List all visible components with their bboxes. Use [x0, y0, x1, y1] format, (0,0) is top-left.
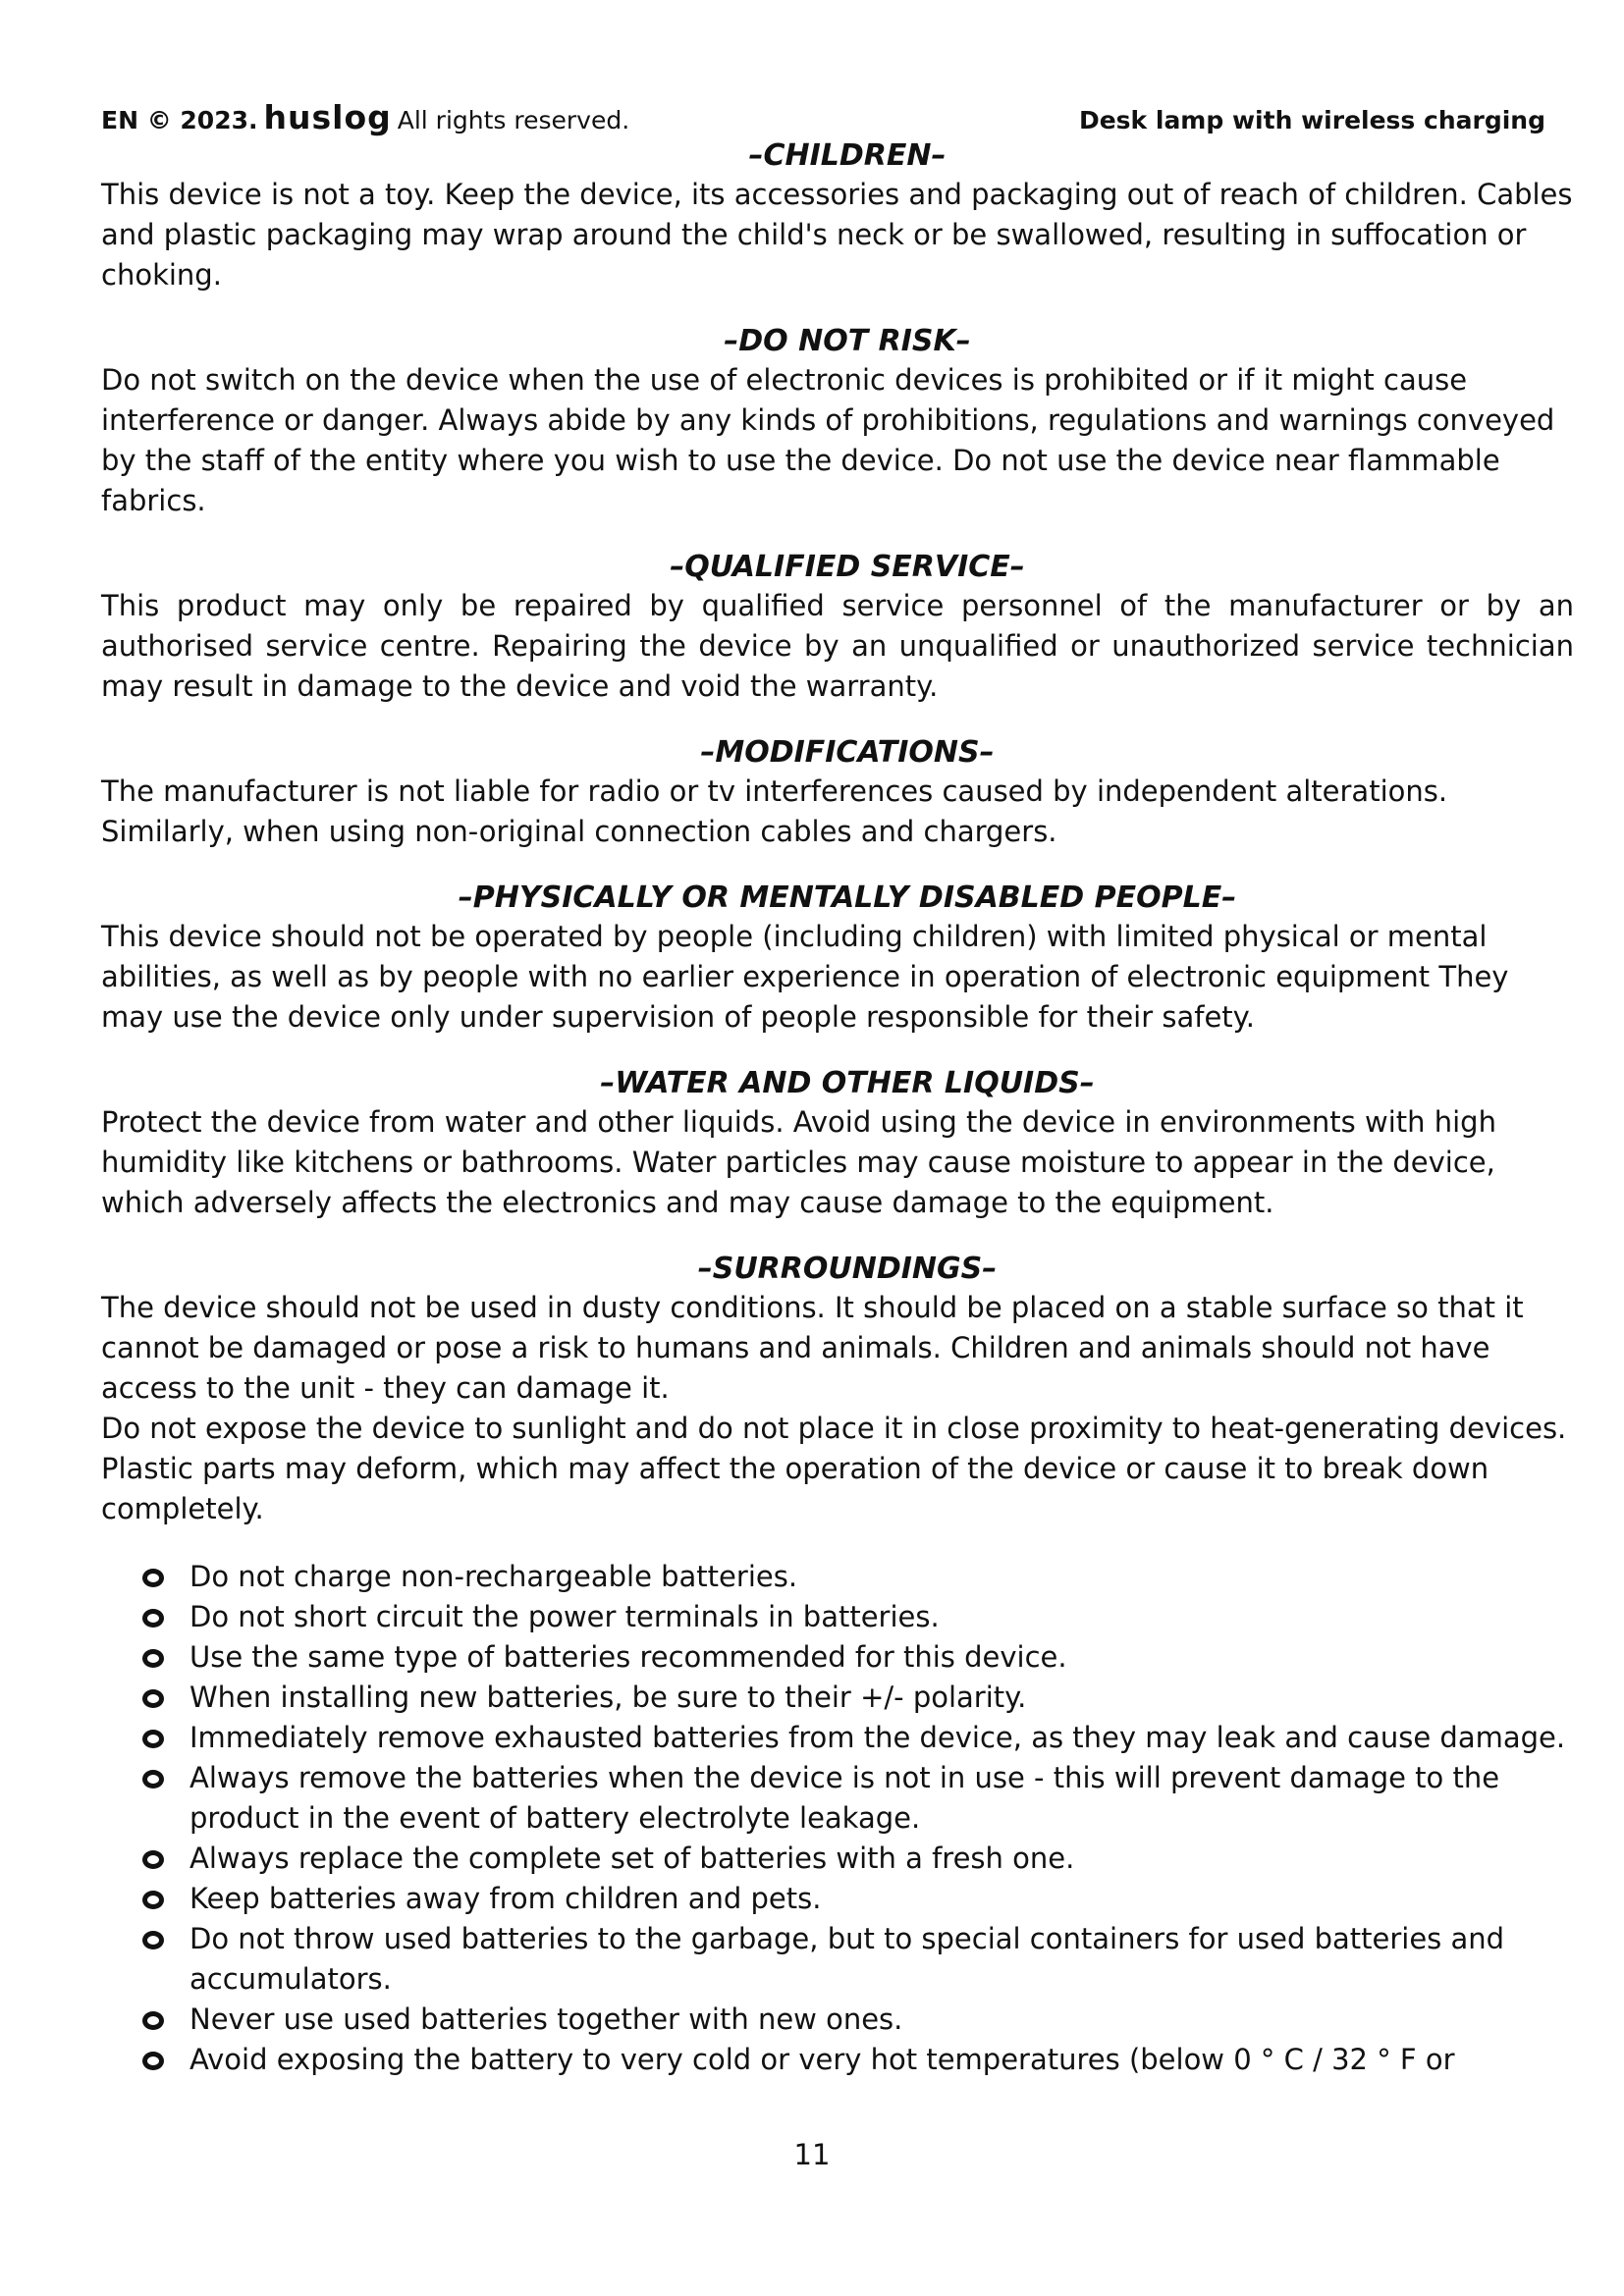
section-title-qualified-service: –QUALIFIED SERVICE–: [670, 550, 1025, 584]
bullet-circle-icon: [142, 2052, 164, 2070]
product-name: Desk lamp with wireless charging: [1078, 106, 1545, 134]
list-item-text: Always remove the batteries when the device is not in use - this will prevent damage to the product in the event of battery electrolyte leakage.: [189, 1761, 1500, 1835]
section-title-do-not-risk: –DO NOT RISK–: [724, 324, 971, 358]
list-item-text: Do not throw used batteries to the garbage, but to special containers for used batteries and accumulators.: [189, 1922, 1505, 1996]
list-item: [140, 1557, 1574, 1597]
list-item-text: Immediately remove exhausted batteries from the device, as they may leak and cause damage.: [189, 1721, 1566, 1754]
copyright-prefix: EN © 2023.: [101, 106, 258, 134]
section-text-disabled-people: This device should not be operated by people (including children) with limited physical or mental abilities, as well as by people with no earlier experience in operation of electronic equipment They may use the device only under supervision of people responsible for their safety.: [101, 920, 1509, 1034]
list-item: [140, 1758, 1574, 1839]
bullet-circle-icon: [142, 1770, 164, 1789]
list-item: [140, 1678, 1574, 1718]
bullet-circle-icon: [142, 1649, 164, 1668]
page-number: 11: [793, 2138, 831, 2171]
list-item-text: Always replace the complete set of batteries with a fresh one.: [189, 1842, 1075, 1875]
section-title-modifications: –MODIFICATIONS–: [700, 735, 995, 770]
section-title-disabled-people: –PHYSICALLY OR MENTALLY DISABLED PEOPLE–: [458, 881, 1237, 915]
bullet-circle-icon: [142, 1609, 164, 1628]
section-text-children: This device is not a toy. Keep the device, its accessories and packaging out of reach of children. Cables and plastic packaging may wrap around the child's neck or be swallowed, resulting in suffocation or choking.: [101, 178, 1573, 292]
list-item: [140, 1919, 1574, 2000]
list-item: [140, 2000, 1574, 2040]
list-item: [140, 1839, 1574, 1879]
list-item-text: Do not charge non-rechargeable batteries.: [189, 1560, 798, 1593]
list-item-text: Never use used batteries together with new ones.: [189, 2002, 903, 2036]
list-item-text: Do not short circuit the power terminals in batteries.: [189, 1600, 940, 1633]
list-item: [140, 2040, 1574, 2080]
section-text-surroundings-2: Do not expose the device to sunlight and do not place it in close proximity to heat-generating devices. Plastic parts may deform, which may affect the operation of the device or cause it to break down completely.: [101, 1412, 1567, 1525]
list-item: [140, 1597, 1574, 1637]
section-text-surroundings-1: The device should not be used in dusty conditions. It should be placed on a stable surface so that it cannot be damaged or pose a risk to humans and animals. Children and animals should not have access to the unit - they can damage it.: [101, 1291, 1524, 1405]
bullet-circle-icon: [142, 1689, 164, 1708]
section-text-do-not-risk: Do not switch on the device when the use of electronic devices is prohibited or if it might cause interference or danger. Always abide by any kinds of prohibitions, regulations and warnings conveyed by the staff of the entity where you wish to use the device. Do not use the device near flammable fabrics.: [101, 363, 1555, 517]
bullet-circle-icon: [142, 1931, 164, 1949]
list-item: [140, 1879, 1574, 1919]
bullet-circle-icon: [142, 1569, 164, 1587]
list-item: [140, 1637, 1574, 1678]
bullet-circle-icon: [142, 2011, 164, 2030]
copyright-notice: [101, 98, 629, 136]
battery-warnings-list: [101, 1557, 1574, 2080]
page-content: [101, 137, 1574, 2080]
section-title-water: –WATER AND OTHER LIQUIDS–: [600, 1066, 1095, 1100]
section-title-children: –CHILDREN–: [748, 138, 947, 173]
brand-logo: huslog: [263, 98, 392, 136]
bullet-circle-icon: [142, 1730, 164, 1748]
section-title-surroundings: –SURROUNDINGS–: [697, 1252, 998, 1286]
bullet-circle-icon: [142, 1891, 164, 1909]
section-text-modifications: The manufacturer is not liable for radio or tv interferences caused by independent alterations. Similarly, when using non-original connection cables and chargers.: [101, 774, 1448, 848]
section-text-water: Protect the device from water and other liquids. Avoid using the device in environments with high humidity like kitchens or bathrooms. Water particles may cause moisture to appear in the device, which adversely affects the electronics and may cause damage to the equipment.: [101, 1105, 1496, 1219]
bullet-circle-icon: [142, 1850, 164, 1869]
list-item-text: When installing new batteries, be sure to their +/- polarity.: [189, 1681, 1027, 1714]
list-item: [140, 1718, 1574, 1758]
list-item-text: Use the same type of batteries recommended for this device.: [189, 1640, 1067, 1674]
copyright-suffix: All rights reserved.: [397, 106, 630, 134]
list-item-text: Keep batteries away from children and pets.: [189, 1882, 822, 1915]
page-header: [101, 98, 1545, 136]
list-item-text: Avoid exposing the battery to very cold or very hot temperatures (below 0 ° C / 32 ° F or: [189, 2043, 1455, 2076]
section-text-qualified-service: This product may only be repaired by qualified service personnel of the manufacturer or by an authorised service centre. Repairing the device by an unqualified or unauthorized service technician may result in damage to the device and void the warranty.: [101, 589, 1574, 703]
